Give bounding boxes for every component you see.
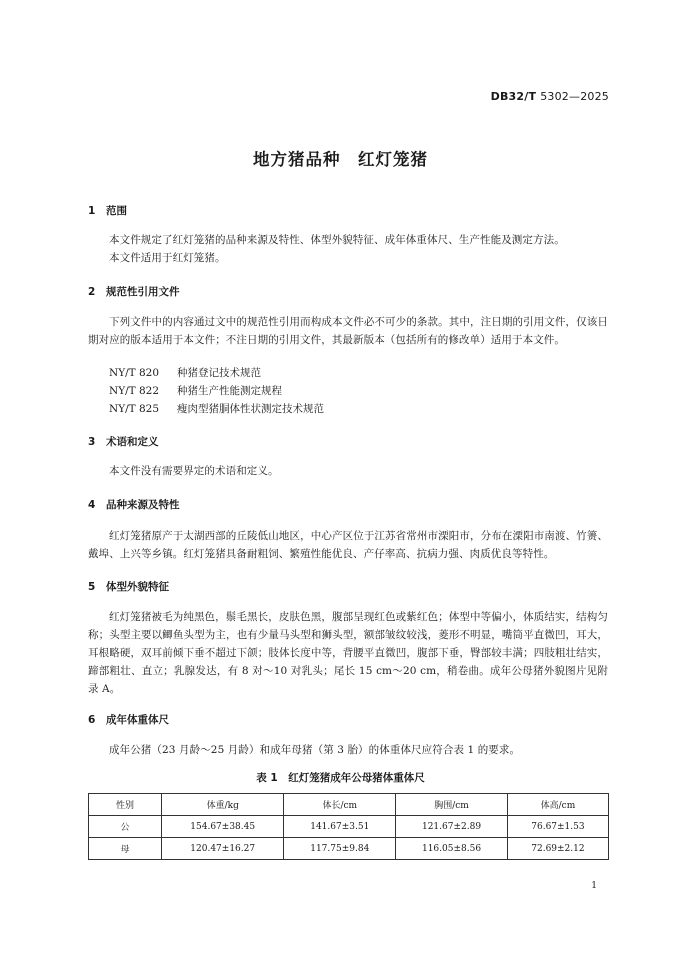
section-number: 2 — [88, 286, 96, 298]
reference-item — [109, 383, 282, 398]
document-code — [491, 90, 609, 103]
reference-code: NY/T 822 — [109, 385, 160, 397]
section-number: 1 — [88, 205, 96, 217]
reference-name: 瘦肉型猪胴体性状测定技术规范 — [177, 403, 324, 415]
section-2-heading — [88, 284, 180, 299]
reference-item — [109, 401, 324, 416]
reference-code: NY/T 820 — [109, 367, 160, 379]
column-header: 体长/cm — [284, 794, 396, 816]
table-cell: 116.05±8.56 — [396, 838, 508, 860]
table-cell: 72.69±2.12 — [507, 838, 608, 860]
section-4-heading — [88, 497, 180, 512]
table-caption: 表 1 红灯笼猪成年公母猪体重体尺 — [256, 772, 425, 784]
section-5-heading — [88, 579, 169, 594]
document-code-number: 5302—2025 — [540, 90, 609, 103]
reference-code: NY/T 825 — [109, 403, 160, 415]
table-cell: 76.67±1.53 — [507, 816, 608, 838]
section-number: 6 — [88, 714, 96, 726]
section-number: 5 — [88, 581, 96, 593]
section-3-heading — [88, 434, 159, 449]
table-header-row — [89, 794, 609, 816]
document-code-prefix: DB32/T — [490, 90, 537, 103]
table-cell: 母 — [89, 838, 162, 860]
table-cell: 120.47±16.27 — [162, 838, 284, 860]
table-cell: 141.67±3.51 — [284, 816, 396, 838]
column-header: 体高/cm — [507, 794, 608, 816]
section-title: 品种来源及特性 — [106, 499, 180, 511]
table-cell: 121.67±2.89 — [396, 816, 508, 838]
column-header: 胸围/cm — [396, 794, 508, 816]
table-cell: 公 — [89, 816, 162, 838]
section-3-paragraph-1: 本文件没有需要界定的术语和定义。 — [109, 465, 279, 477]
section-6-heading — [88, 712, 169, 727]
section-5-paragraph-1: 红灯笼猪被毛为纯黑色，鬃毛黑长，皮肤色黑，腹部呈现红色或紫红色；体型中等偏小，体质结实，结构匀称；头型主要以鲫鱼头型为主，也有少量马头型和狮头型，额部皱纹较浅，菱形不明显，嘴筒平直微凹，耳大，耳根略硬，双耳前倾下垂不超过下颌；肢体长度中等，背腰平直微凹，腹部下垂，臀部较丰满；四肢粗壮结实，蹄部粗壮、直立；乳腺发达，有 8 对～10 对乳头；尾长 15 cm～20 cm，稍卷曲。成年公母猪外貌图片见附录 A。 — [88, 611, 608, 695]
section-6-paragraph-1: 成年公猪（23 月龄～25 月龄）和成年母猪（第 3 胎）的体重体尺应符合表 1 的要求。 — [109, 744, 521, 756]
reference-name: 种猪生产性能测定规程 — [177, 385, 282, 397]
reference-item — [109, 365, 261, 380]
table-cell: 154.67±38.45 — [162, 816, 284, 838]
section-number: 3 — [88, 436, 96, 448]
section-title: 规范性引用文件 — [106, 286, 180, 298]
table-cell: 117.75±9.84 — [284, 838, 396, 860]
page-number: 1 — [591, 881, 597, 891]
document-title: 地方猪品种 红灯笼猪 — [253, 150, 428, 169]
section-title: 范围 — [106, 205, 127, 217]
reference-name: 种猪登记技术规范 — [177, 367, 261, 379]
section-2-paragraph-1: 下列文件中的内容通过文中的规范性引用而构成本文件必不可少的条款。其中，注日期的引用文件，仅该日期对应的版本适用于本文件；不注日期的引用文件，其最新版本（包括所有的修改单）适用于本文件。 — [88, 316, 608, 346]
body-measurement-table — [88, 793, 609, 860]
section-1-paragraph-2: 本文件适用于红灯笼猪。 — [109, 252, 226, 264]
section-1-paragraph-1: 本文件规定了红灯笼猪的品种来源及特性、体型外貌特征、成年体重体尺、生产性能及测定方法。 — [109, 234, 565, 246]
column-header: 体重/kg — [162, 794, 284, 816]
section-title: 成年体重体尺 — [106, 714, 169, 726]
section-title: 术语和定义 — [106, 436, 159, 448]
section-4-paragraph-1: 红灯笼猪原产于太湖西部的丘陵低山地区，中心产区位于江苏省常州市溧阳市，分布在溧阳市南渡、竹箦、戴埠、上兴等乡镇。红灯笼猪具备耐粗饲、繁殖性能优良、产仔率高、抗病力强、肉质优良等特性。 — [88, 530, 608, 560]
section-title: 体型外貌特征 — [106, 581, 169, 593]
section-1-heading — [88, 203, 127, 218]
column-header: 性别 — [89, 794, 162, 816]
table-row — [89, 838, 609, 860]
table-row — [89, 816, 609, 838]
section-number: 4 — [88, 499, 96, 511]
